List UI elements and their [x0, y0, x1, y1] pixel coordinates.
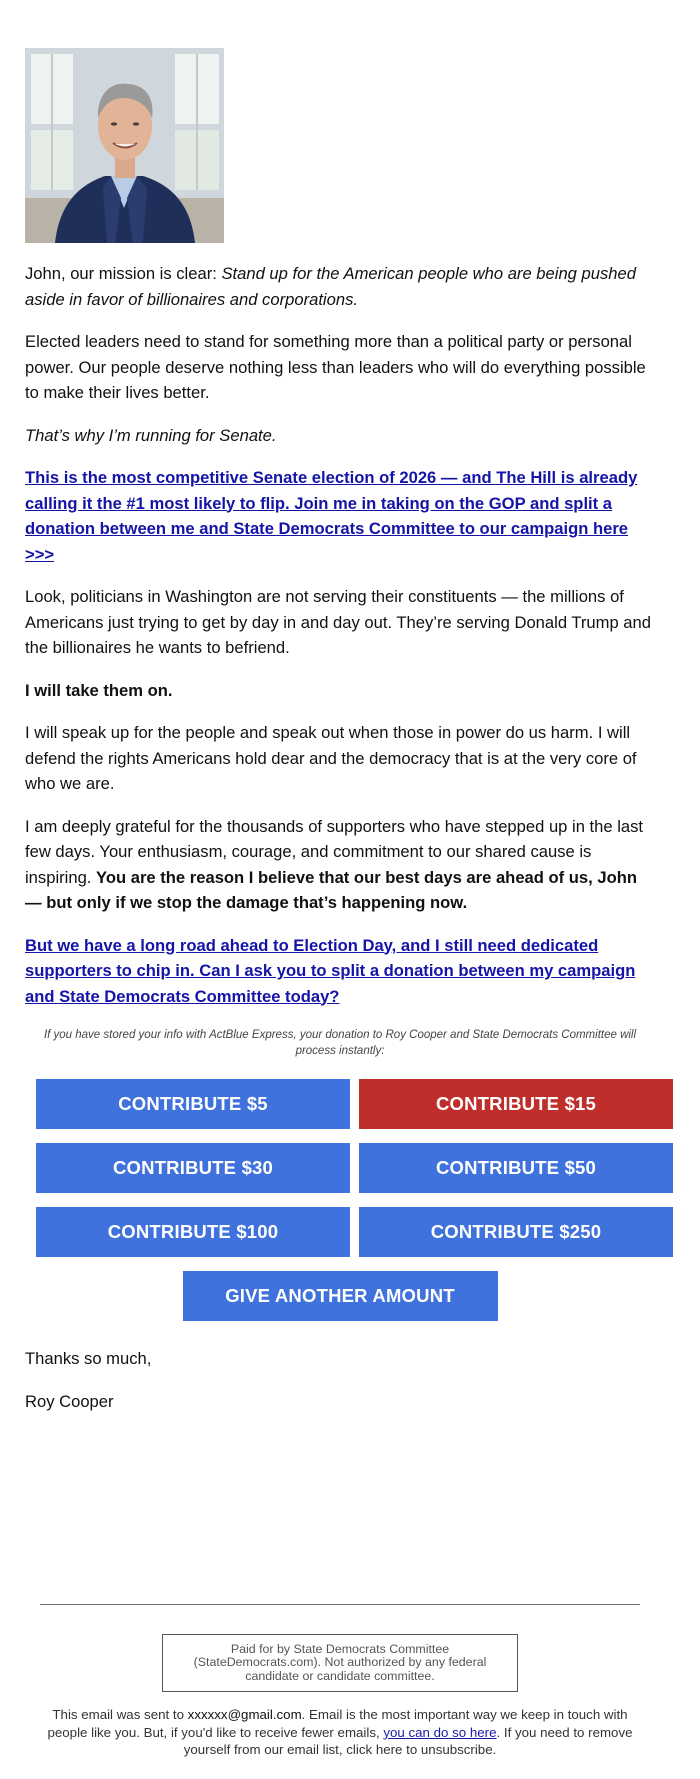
donate-link-paragraph-1: [25, 465, 655, 567]
fewer-emails-link[interactable]: you can do so here: [383, 1724, 497, 1740]
portrait-image: [25, 48, 224, 243]
footer-sent-lead: This email was sent to: [52, 1707, 188, 1723]
footer-sent-mid: . Email is the most important way we keep in touch with people like you. But, if you'd like to receive fewer emails,: [47, 1707, 628, 1740]
signoff-thanks: Thanks so much,: [25, 1349, 152, 1368]
grateful-lead-text: I am deeply grateful for the thousands of supporters who have stepped up in the last few days. Your enthusiasm, courage, and commitment to our shared cause is inspiring.: [25, 816, 644, 887]
running-italic-text: That’s why I’m running for Senate.: [25, 425, 277, 445]
grateful-bold-text: You are the reason I believe that our best days are ahead of us, John — but only if we stop the damage that’s happening now.: [25, 867, 638, 912]
paragraph-running: [25, 423, 655, 449]
donate-link-1[interactable]: This is the most competitive Senate election of 2026 — and The Hill is already calling it the #1 most likely to flip. Join me in taking on the GOP and split a donation between me and State Democrats Committee to our campaign here >>>: [25, 468, 638, 564]
contribute-15-button[interactable]: CONTRIBUTE $15: [359, 1079, 673, 1129]
footer-sent-tail: . If you need to remove yourself from our email list, click here to unsubscribe.: [183, 1724, 633, 1758]
donate-link-2[interactable]: But we have a long road ahead to Election Day, and I still need dedicated supporters to chip in. Can I ask you to split a donation between my campaign and State Democrats Committee today?: [25, 935, 636, 1006]
paragraph-take-them-on: I will take them on.: [25, 680, 173, 700]
opening-lead-text: John, our mission is clear:: [25, 264, 222, 283]
contribute-100-button[interactable]: CONTRIBUTE $100: [36, 1207, 350, 1257]
paid-for-disclaimer: Paid for by State Democrats Committee (StateDemocrats.com). Not authorized by any federal candidate or candidate committee.: [162, 1634, 518, 1692]
footer-divider: [40, 1604, 640, 1605]
contribute-30-button[interactable]: CONTRIBUTE $30: [36, 1143, 350, 1193]
contribute-50-button[interactable]: CONTRIBUTE $50: [359, 1143, 673, 1193]
contribute-250-button[interactable]: CONTRIBUTE $250: [359, 1207, 673, 1257]
mission-italic-text: Stand up for the American people who are being pushed aside in favor of billionaires and corporations.: [25, 264, 636, 309]
signoff-name: Roy Cooper: [25, 1391, 114, 1411]
footer-text: [45, 1706, 635, 1759]
contribute-button-grid: [36, 1079, 655, 1257]
actblue-express-note: If you have stored your info with ActBlue Express, your donation to Roy Cooper and State Democrats Committee will process instantly:: [43, 1029, 637, 1057]
paragraph-leaders: Elected leaders need to stand for something more than a political party or personal power. Our people deserve nothing less than leaders who will do everything possible to make their lives better.: [25, 332, 646, 402]
paragraph-speak-up: I will speak up for the people and speak out when those in power do us harm. I will defend the rights Americans hold dear and the democracy that is at the very core of who we are.: [25, 723, 637, 793]
candidate-photo: [25, 48, 224, 243]
donate-link-paragraph-2: [25, 933, 655, 1010]
paragraph-grateful: [25, 814, 655, 916]
paragraph-washington: Look, politicians in Washington are not serving their constituents — the millions of Americans just trying to get by day in and day out. They’re serving Donald Trump and the billionaires he wants to befriend.: [25, 587, 651, 657]
recipient-email: xxxxxx@gmail.com: [187, 1707, 302, 1723]
give-another-amount-button[interactable]: GIVE ANOTHER AMOUNT: [183, 1271, 498, 1321]
opening-paragraph: [25, 261, 655, 312]
contribute-5-button[interactable]: CONTRIBUTE $5: [36, 1079, 350, 1129]
